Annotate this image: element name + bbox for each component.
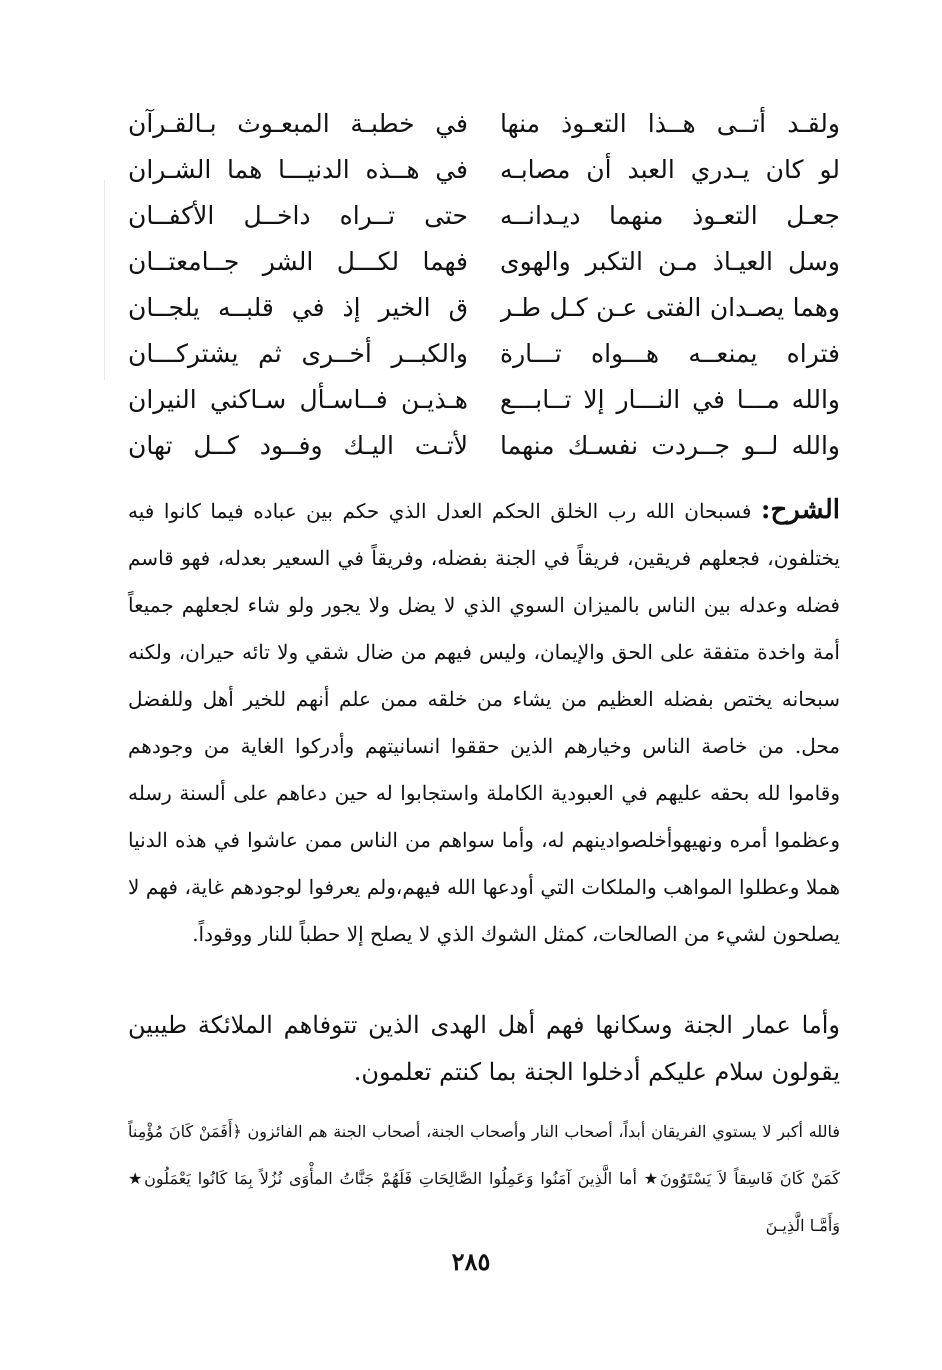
page-number: ٢٨٥ (451, 1247, 491, 1276)
verse-second-hemistich: والكبــر أخــرى ثم يشتركـــان (128, 339, 468, 368)
commentary-paragraph (128, 487, 840, 958)
verse-first-hemistich: والله مـــا في النـــار إلا تــابـــع (500, 385, 840, 414)
verse-line (128, 378, 840, 424)
verse-first-hemistich: فتراه يمنعــه هـــواه تـــارة (500, 339, 840, 368)
verse-first-hemistich: وهما يصـدان الفتى عـن كـل طـر (500, 293, 840, 322)
commentary-body-text: فسبحان الله رب الخلق الحكم العدل الذي حكم بين عباده فيما كانوا فيه يختلفون، فجعلهم فريقين، فريقاً في الجنة بفضله، وفريقاً في السعير بعدله، فهو قاسم فضله وعدله بين الناس بالميزان السوي الذي لا يضل ولا يجور ولو شاء لجعلهم جميعاً أمة واخدة متفقة على الحق والإيمان، وليس فيهم من ضال شقي ولا تائه حيران، ولكنه سبحانه يختص بفضله العظيم من يشاء من خلقه ممن علم أنهم للخير أهل وللفضل محل. من خاصة الناس وخيارهم الذين حققوا انسانيتهم وأدركوا الغاية من وجودهم وقاموا لله بحقه عليهم في العبودية الكاملة واستجابوا له حين دعاهم على ألسنة رسله وعظموا أمره ونهيهوأخلصوادينهم له، وأما سواهم من الناس ممن عاشوا في هذه الدنيا هملا وعطلوا المواهب والملكات التي أودعها الله فيهم،ولم يعرفوا لوجودهم غاية، فهم لا يصلحون لشيء من الصالحات، كمثل الشوك الذي لا يصلح إلا حطباً للنار ووقوداً. (128, 499, 841, 946)
quran-verse-text: ﴿أَفَمَنْ كَانَ مُؤْمِناً كَمَنْ كَانَ فَاسِقاً لاَ يَسْتَوُونَ★ أما الَّذِينَ آمَنُوا وَعَمِلُوا الصَّالِحَاتِ فَلَهُمْ جَنَّاتُ المأْوَى نُزُلاً بِمَا كَانُوا يَعْمَلُون★ وَأَمَّـا الَّذِيـنَ (128, 1122, 840, 1235)
verse-first-hemistich: لو كان يـدري العبد أن مصابـه (500, 155, 840, 184)
verse-line (128, 286, 840, 332)
verse-line (128, 424, 840, 470)
page-margin-mark (104, 180, 105, 380)
verse-line (128, 194, 840, 240)
verse-line (128, 240, 840, 286)
citation-intro-text: فالله أكبر لا يستوي الفريقان أبداً، أصحاب النار وأصحاب الجنة، أصحاب الجنة هم الفائزون (247, 1122, 841, 1141)
verse-line (128, 148, 840, 194)
verse-second-hemistich: هـذيـن فــاسـأل سـاكني النيران (128, 385, 468, 414)
paradise-paragraph: وأما عمار الجنة وسكانها فهم أهل الهدى الذين تتوفاهم الملائكة طيبين يقولون سلام عليكم أدخلوا الجنة بما كنتم تعلمون. (128, 1011, 840, 1086)
verse-second-hemistich: فهما لكـــل الشر جــامعتــان (128, 247, 468, 276)
verse-second-hemistich: ق الخير إذ في قلبــه يلجــان (128, 293, 468, 322)
verse-line (128, 102, 840, 148)
poem-verses (128, 102, 840, 472)
verse-second-hemistich: لأتـت اليـك وفــود كــل تهان (128, 431, 468, 460)
verse-first-hemistich: ولقـد أتــى هــذا التعـوذ منها (500, 109, 840, 138)
verse-second-hemistich: في هــذه الدنيـــا هما الشـران (128, 155, 468, 184)
verse-line (128, 332, 840, 378)
verse-second-hemistich: حتى تــراه داخــل الأكفــان (128, 201, 468, 230)
verse-second-hemistich: في خطبـة المبعـوث بـالقـرآن (128, 109, 468, 138)
verse-first-hemistich: وسل العيـاذ مـن التكبر والهوى (500, 247, 840, 276)
commentary-label: الشرح: (760, 495, 840, 525)
quran-citation-paragraph (128, 1108, 840, 1249)
verse-first-hemistich: جعـل التعـوذ منهما ديـدانــه (500, 201, 840, 230)
verse-first-hemistich: والله لــو جــردت نفسـك منهما (500, 431, 840, 460)
